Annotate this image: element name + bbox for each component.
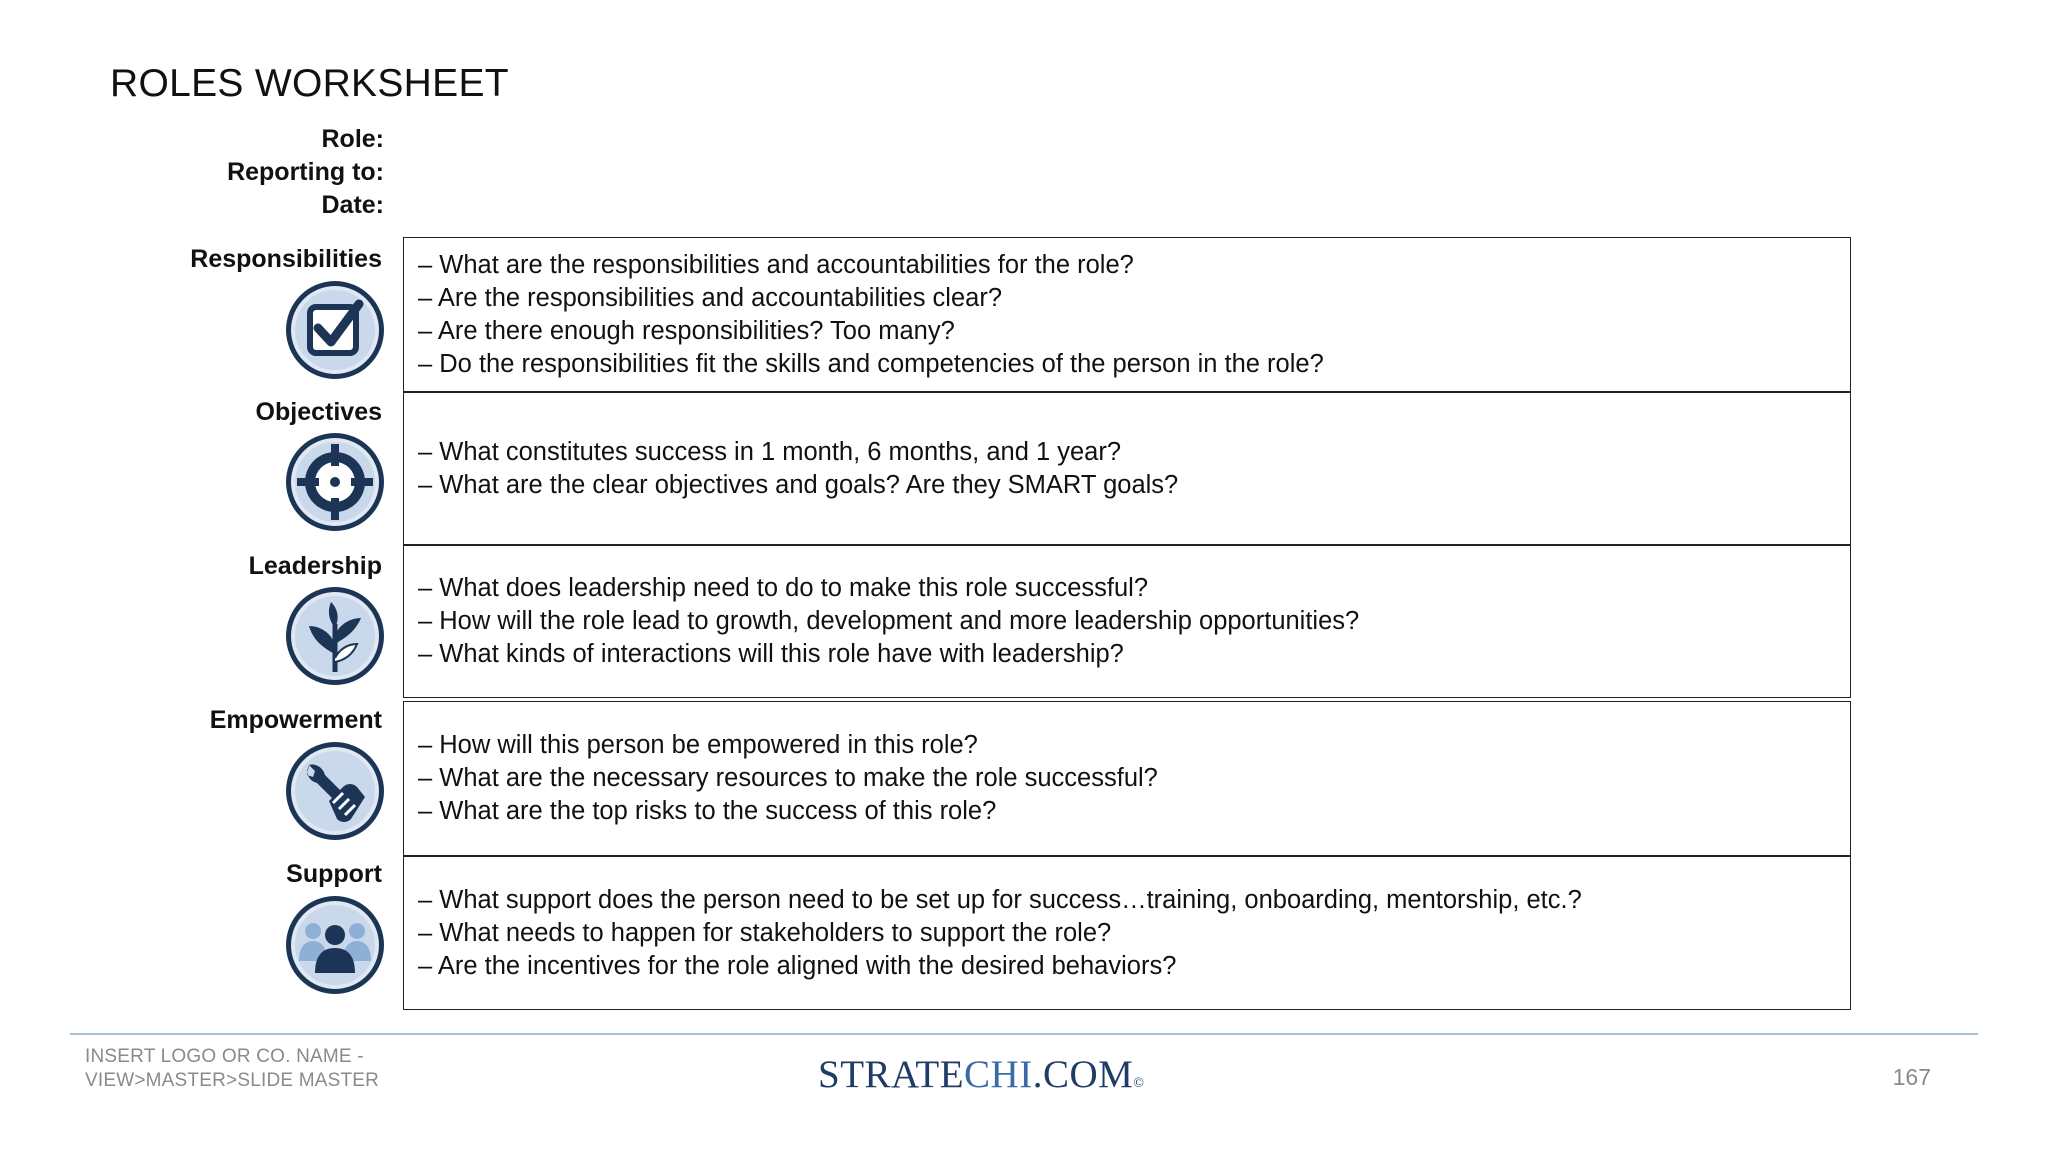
team-icon (283, 893, 387, 997)
logo-part-3: .COM (1032, 1053, 1134, 1096)
checkbox-icon (283, 278, 387, 382)
objectives-box (403, 392, 1851, 545)
support-line: – What needs to happen for stakeholders to support the role? (418, 918, 1112, 947)
footer-line-1: INSERT LOGO OR CO. NAME - (85, 1046, 364, 1067)
support-line: – What support does the person need to be set up for success…training, onboarding, mentorship, etc.? (418, 885, 1582, 914)
leadership-line: – How will the role lead to growth, development and more leadership opportunities? (418, 607, 1360, 635)
section-label-empowerment: Empowerment (209, 706, 382, 734)
section-label-support: Support (286, 860, 382, 888)
stratechi-logo (818, 1052, 1144, 1107)
responsibilities-line: – Are the responsibilities and accountabilities clear? (418, 283, 1003, 312)
objectives-line: – What are the clear objectives and goals? Are they SMART goals? (418, 470, 1179, 499)
plant-growth-icon (283, 584, 387, 688)
responsibilities-line: – Are there enough responsibilities? Too many? (418, 316, 955, 345)
responsibilities-box (403, 237, 1851, 392)
logo-part-2: CHI (964, 1053, 1033, 1096)
logo-mark: © (1133, 1076, 1145, 1091)
footer-divider (70, 1033, 1978, 1035)
support-box (403, 856, 1851, 1010)
empowerment-line: – How will this person be empowered in this role? (418, 731, 978, 759)
page-title: ROLES WORKSHEET (110, 62, 509, 105)
empowerment-line: – What are the top risks to the success of this role? (418, 797, 997, 825)
reporting-to-label: Reporting to: (227, 158, 384, 186)
responsibilities-line: – What are the responsibilities and accountabilities for the role? (418, 250, 1134, 279)
section-label-objectives: Objectives (255, 398, 382, 426)
date-label: Date: (321, 191, 384, 219)
empowerment-line: – What are the necessary resources to make the role successful? (418, 764, 1158, 792)
target-icon (283, 430, 387, 534)
leadership-box (403, 545, 1851, 698)
objectives-line: – What constitutes success in 1 month, 6 months, and 1 year? (418, 437, 1122, 466)
empowerment-box (403, 701, 1851, 856)
leadership-line: – What does leadership need to do to make this role successful? (418, 574, 1148, 602)
responsibilities-line: – Do the responsibilities fit the skills and competencies of the person in the role? (418, 349, 1324, 378)
footer-line-2: VIEW>MASTER>SLIDE MASTER (85, 1070, 380, 1091)
role-label: Role: (321, 125, 384, 153)
section-label-responsibilities: Responsibilities (190, 245, 382, 273)
logo-part-1: STRATE (818, 1053, 965, 1096)
support-line: – Are the incentives for the role aligned with the desired behaviors? (418, 951, 1177, 980)
section-label-leadership: Leadership (248, 552, 382, 580)
wrench-hand-icon (283, 739, 387, 843)
footer-company-placeholder (85, 1045, 379, 1093)
leadership-line: – What kinds of interactions will this role have with leadership? (418, 640, 1124, 668)
page-number: 167 (1892, 1064, 1931, 1090)
